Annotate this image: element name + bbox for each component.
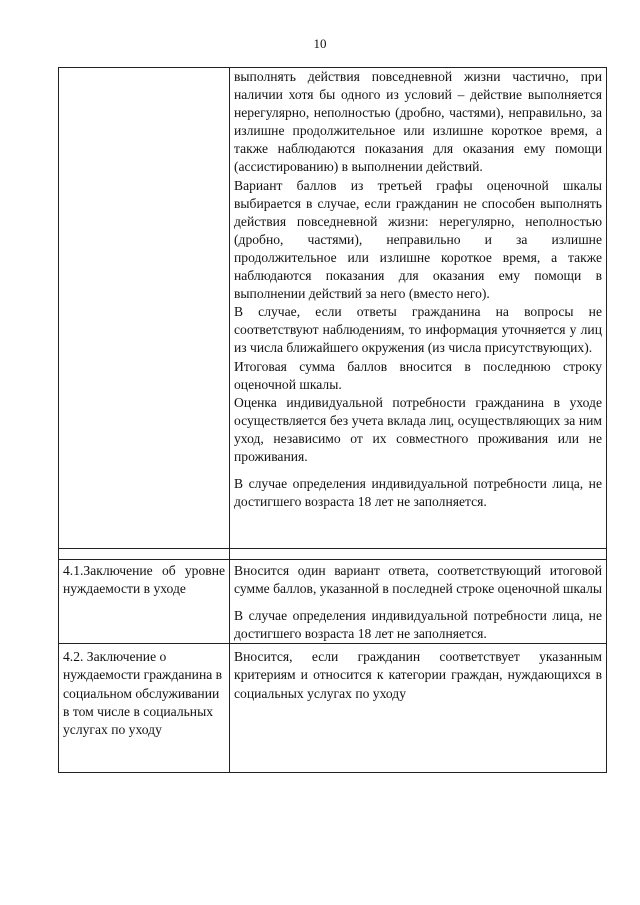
description-paragraph: Вносится один вариант ответа, соответствующий итоговой сумме баллов, указанной в последней строке оценочной шкалы <box>234 563 602 597</box>
description-paragraph: Вариант баллов из третьей графы оценочной шкалы выбирается в случае, если гражданин не способен выполнять действия повседневной жизни: нерегулярно, неполностью (дробно, частями), неправильно и за излишне продолжительное или излишне короткое время, а также наблюдаются показания для оказания ему помощи в выполнении действий за него (вместо него). <box>234 177 602 302</box>
row-description-cell <box>230 68 607 549</box>
description-paragraph: В случае определения индивидуальной потребности лица, не достигшего возраста 18 лет не заполняется. <box>234 608 602 642</box>
description-paragraph: Вносится, если гражданин соответствует указанным критериям и относится к категории граждан, нуждающихся в социальных услугах по уходу <box>234 649 602 701</box>
page-number: 10 <box>313 36 327 51</box>
description-paragraph: выполнять действия повседневной жизни частично, при наличии хотя бы одного из условий – действие выполняется нерегулярно, неполностью (дробно, частями), неправильно, за излишне продолжительное или излишне короткое время, а также наблюдаются показания для оказания ему помощи (ассистированию) в выполнении действий. <box>234 69 602 175</box>
description-paragraph: Итоговая сумма баллов вносится в последнюю строку оценочной шкалы. <box>234 358 602 392</box>
row-label-cell <box>59 560 230 644</box>
description-paragraph: В случае определения индивидуальной потребности лица, не достигшего возраста 18 лет не заполняется. <box>234 476 602 510</box>
table-row <box>59 560 607 644</box>
table-row <box>59 68 607 549</box>
row-label-cell <box>59 644 230 773</box>
row-description-cell <box>230 560 607 644</box>
row-gap <box>59 549 607 560</box>
row-label: 4.1.Заключение об уровне нуждаемости в уходе <box>63 563 225 597</box>
gap-cell <box>230 549 607 560</box>
row-label-cell <box>59 68 230 549</box>
criteria-table <box>58 67 607 773</box>
row-description-cell <box>230 644 607 773</box>
description-paragraph: Оценка индивидуальной потребности гражданина в уходе осуществляется без учета вклада лиц, осуществляющих за ним уход, независимо от их совместного проживания или не проживания. <box>234 394 602 464</box>
gap-cell <box>59 549 230 560</box>
table-row <box>59 644 607 773</box>
row-label: 4.2. Заключение о нуждаемости гражданина в социальном обслуживании в том числе в социальных услугах по уходу <box>63 649 223 737</box>
description-paragraph: В случае, если ответы гражданина на вопросы не соответствуют наблюдениям, то информация уточняется у лиц из числа ближайшего окружения (из числа присутствующих). <box>234 304 602 356</box>
